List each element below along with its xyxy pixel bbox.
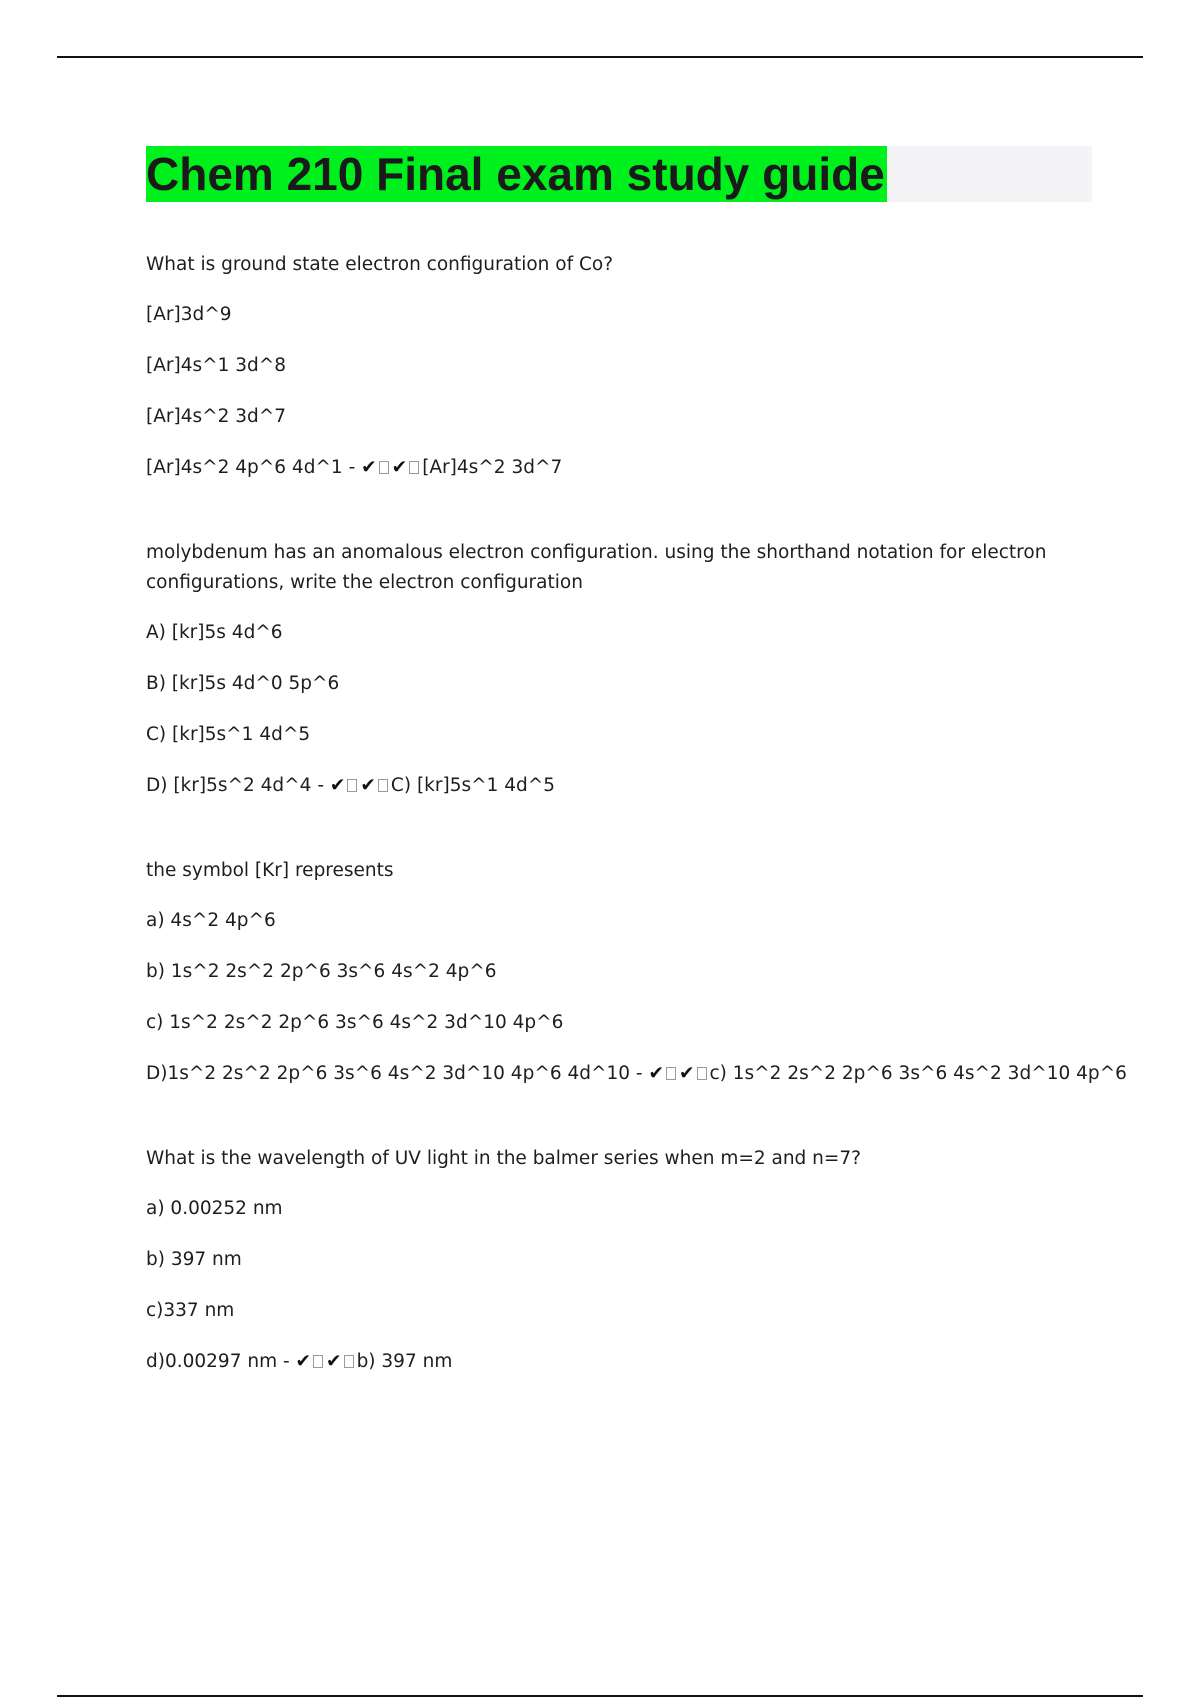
- answer-separator: -: [630, 1063, 649, 1084]
- box-glyph-icon: [697, 1067, 707, 1080]
- answer-separator: -: [277, 1351, 296, 1372]
- check-mark-icon: ✔: [678, 1063, 695, 1084]
- question-text: What is ground state electron configuration of Co?: [146, 254, 614, 275]
- answer-option: a) 4s^2 4p^6: [146, 910, 276, 931]
- answer-option: d)0.00297 nm: [146, 1351, 278, 1372]
- question-text: What is the wavelength of UV light in the balmer series when m=2 and n=7?: [146, 1148, 861, 1169]
- answer-option: B) [kr]5s 4d^0 5p^6: [146, 673, 340, 694]
- footer-rule: [57, 1695, 1143, 1697]
- answer-option: [Ar]4s^2 4p^6 4d^1: [146, 457, 343, 478]
- answer-separator: -: [342, 457, 362, 478]
- question-block: [146, 250, 1076, 483]
- check-mark-icon: ✔: [329, 775, 346, 796]
- box-glyph-icon: [347, 779, 357, 792]
- answer-option: c)337 nm: [146, 1300, 235, 1321]
- box-glyph-icon: [379, 461, 389, 474]
- answer-option: c) 1s^2 2s^2 2p^6 3s^6 4s^2 3d^10 4p^6: [146, 1012, 564, 1033]
- box-glyph-icon: [409, 461, 419, 474]
- answer-option-with-key: [146, 771, 1076, 801]
- answer-option: [Ar]4s^1 3d^8: [146, 355, 287, 376]
- correct-answer: C) [kr]5s^1 4d^5: [390, 775, 556, 796]
- answer-option: a) 0.00252 nm: [146, 1198, 283, 1219]
- page-title: Chem 210 Final exam study guide: [146, 148, 885, 200]
- box-glyph-icon: [313, 1355, 323, 1368]
- correct-answer: b) 397 nm: [356, 1351, 453, 1372]
- question-text: the symbol [Kr] represents: [146, 860, 394, 881]
- answer-option: b) 1s^2 2s^2 2p^6 3s^6 4s^2 4p^6: [146, 961, 497, 982]
- answer-option: b) 397 nm: [146, 1249, 242, 1270]
- check-mark-icon: ✔: [295, 1351, 312, 1372]
- question-block: [146, 856, 1127, 1089]
- answer-option: D)1s^2 2s^2 2p^6 3s^6 4s^2 3d^10 4p^6 4d^10: [146, 1063, 631, 1084]
- check-mark-icon: ✔: [648, 1063, 664, 1084]
- question-block: [146, 1144, 1076, 1377]
- answer-option-with-key: [146, 1347, 1076, 1377]
- box-glyph-icon: [666, 1067, 676, 1080]
- answer-option: [Ar]4s^2 3d^7: [146, 406, 287, 427]
- answer-option: D) [kr]5s^2 4d^4: [146, 775, 312, 796]
- header-rule: [57, 56, 1143, 58]
- answer-separator: -: [311, 775, 330, 796]
- answer-option: A) [kr]5s 4d^6: [146, 622, 283, 643]
- answer-option-with-key: [146, 453, 1076, 483]
- question-block: [146, 538, 1076, 801]
- correct-answer: c) 1s^2 2s^2 2p^6 3s^6 4s^2 3d^10 4p^6: [709, 1063, 1127, 1084]
- check-mark-icon: ✔: [361, 457, 377, 478]
- box-glyph-icon: [378, 779, 388, 792]
- question-text: molybdenum has an anomalous electron configuration. using the shorthand notation for electron configurations, write the electron configuration: [146, 542, 1047, 593]
- answer-option-with-key: [146, 1059, 1127, 1089]
- check-mark-icon: ✔: [391, 457, 408, 478]
- check-mark-icon: ✔: [360, 775, 376, 796]
- answer-option: [Ar]3d^9: [146, 304, 232, 325]
- check-mark-icon: ✔: [326, 1351, 342, 1372]
- study-guide-content: [146, 250, 1127, 1377]
- answer-option: C) [kr]5s^1 4d^5: [146, 724, 311, 745]
- box-glyph-icon: [344, 1355, 354, 1368]
- correct-answer: [Ar]4s^2 3d^7: [422, 457, 563, 478]
